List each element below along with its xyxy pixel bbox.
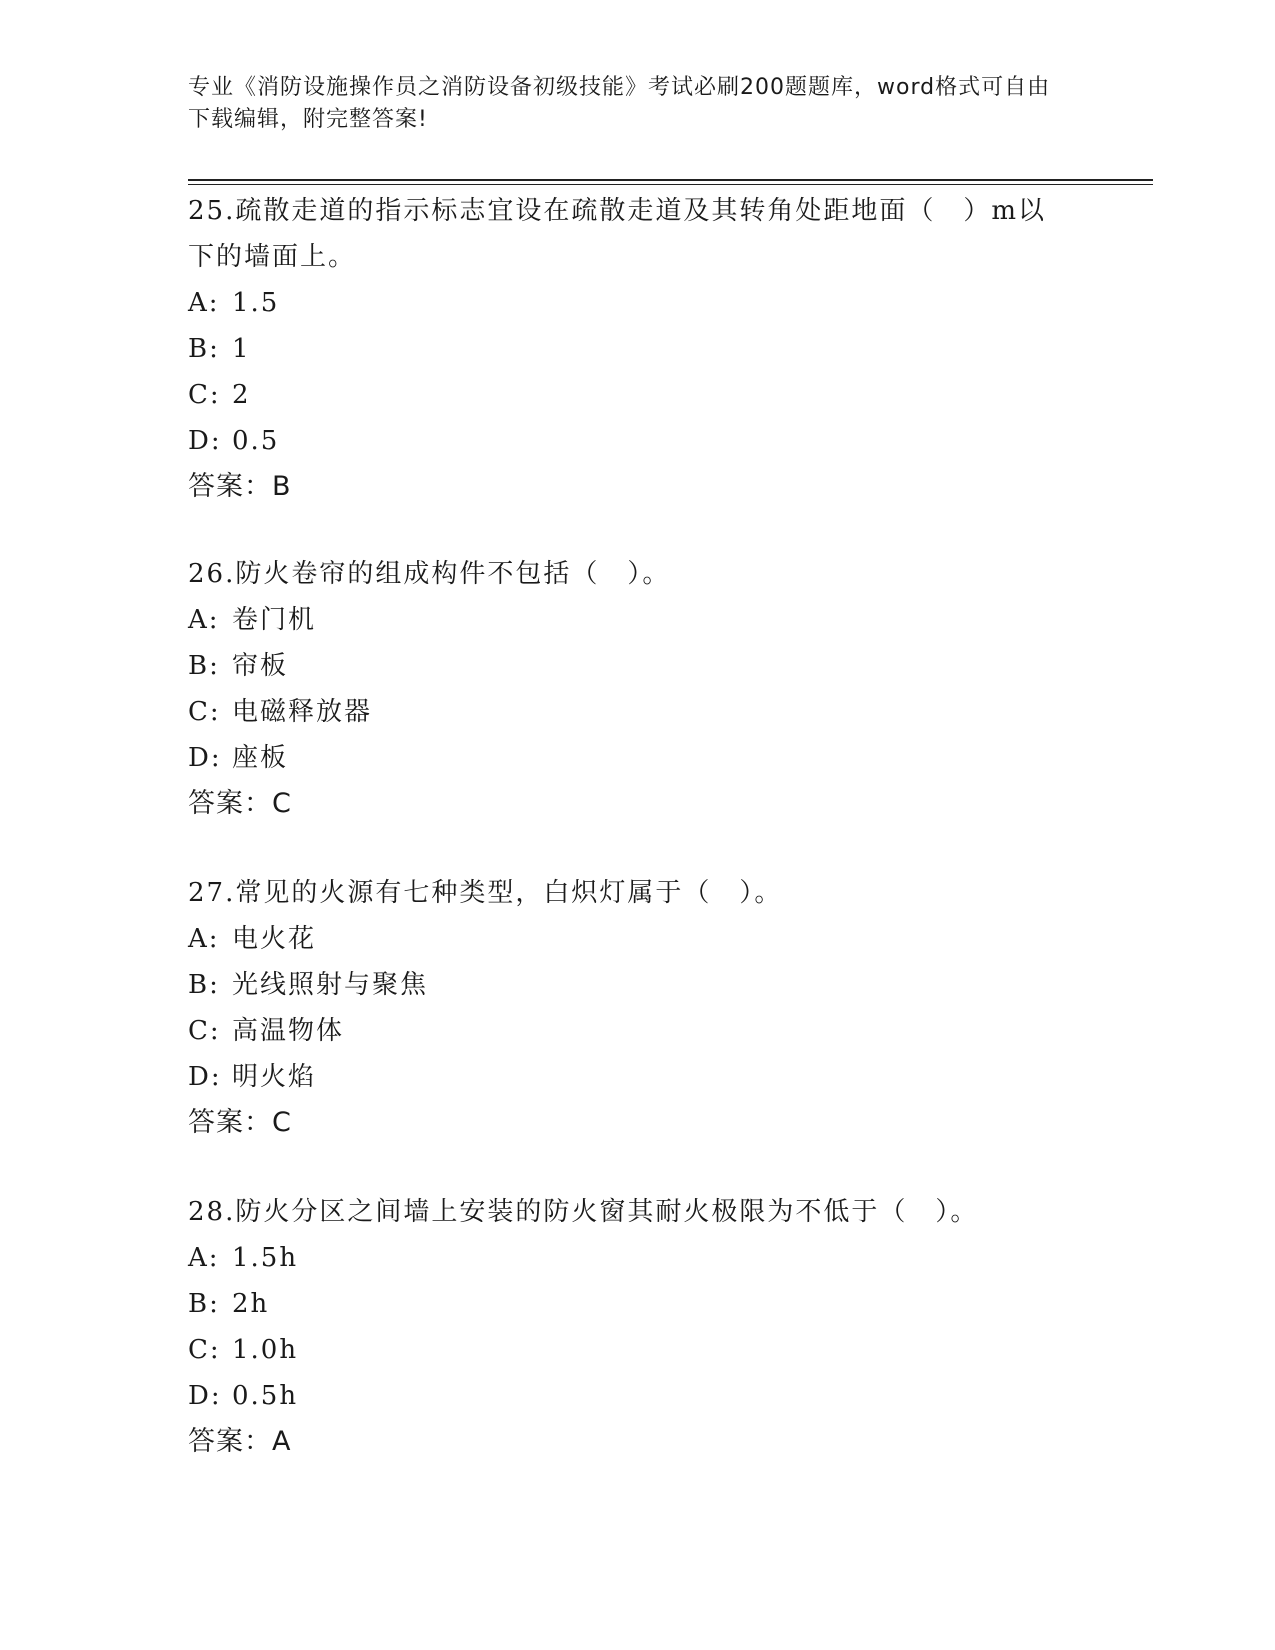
option-text: 电火花 bbox=[232, 924, 317, 954]
option-d bbox=[188, 1054, 1068, 1100]
question-stem: 28.防火分区之间墙上安装的防火窗其耐火极限为不低于（ ）。 bbox=[188, 1197, 979, 1227]
question-26 bbox=[188, 551, 1068, 827]
option-d bbox=[188, 1373, 1068, 1419]
option-a bbox=[188, 280, 1068, 326]
document-header: 专业《消防设施操作员之消防设备初级技能》考试必刷200题题库，word格式可自由下载编辑，附完整答案! bbox=[188, 75, 1051, 132]
answer-line: 答案：B bbox=[188, 471, 292, 502]
option-key: A: bbox=[188, 924, 220, 954]
answer-line: 答案：C bbox=[188, 788, 292, 819]
option-key: C: bbox=[188, 697, 221, 727]
option-c bbox=[188, 1327, 1068, 1373]
option-a bbox=[188, 916, 1068, 962]
option-a bbox=[188, 1235, 1068, 1281]
option-text: 明火焰 bbox=[232, 1062, 317, 1092]
option-text: 1.5h bbox=[232, 1243, 299, 1273]
question-27 bbox=[188, 870, 1068, 1146]
option-text: 卷门机 bbox=[232, 605, 317, 635]
option-text: 2h bbox=[232, 1289, 270, 1319]
option-key: D: bbox=[188, 426, 222, 456]
option-c bbox=[188, 372, 1068, 418]
option-key: D: bbox=[188, 743, 222, 773]
question-stem: 27.常见的火源有七种类型，白炽灯属于（ ）。 bbox=[188, 878, 783, 908]
option-text: 1 bbox=[232, 334, 251, 364]
option-c bbox=[188, 1008, 1068, 1054]
option-key: A: bbox=[188, 288, 220, 318]
option-key: B: bbox=[188, 1289, 220, 1319]
header-divider-thick bbox=[188, 179, 1153, 181]
option-text: 高温物体 bbox=[232, 1016, 345, 1046]
option-b bbox=[188, 643, 1068, 689]
option-d bbox=[188, 418, 1068, 464]
option-text: 光线照射与聚焦 bbox=[232, 970, 429, 1000]
option-text: 座板 bbox=[232, 743, 289, 773]
option-d bbox=[188, 735, 1068, 781]
option-key: B: bbox=[188, 651, 220, 681]
answer-line: 答案：A bbox=[188, 1426, 292, 1457]
option-key: C: bbox=[188, 1016, 221, 1046]
option-key: C: bbox=[188, 1335, 221, 1365]
option-key: B: bbox=[188, 334, 220, 364]
option-b bbox=[188, 962, 1068, 1008]
option-key: D: bbox=[188, 1062, 222, 1092]
option-text: 电磁释放器 bbox=[232, 697, 373, 727]
option-b bbox=[188, 326, 1068, 372]
option-text: 0.5h bbox=[232, 1381, 299, 1411]
option-key: D: bbox=[188, 1381, 222, 1411]
option-c bbox=[188, 689, 1068, 735]
header-divider-thin bbox=[188, 184, 1153, 185]
option-text: 1.0h bbox=[232, 1335, 299, 1365]
option-text: 帘板 bbox=[232, 651, 289, 681]
question-stem: 25.疏散走道的指示标志宜设在疏散走道及其转角处距地面（ ）m以下的墙面上。 bbox=[188, 196, 1047, 272]
answer-line: 答案：C bbox=[188, 1107, 292, 1138]
option-key: C: bbox=[188, 380, 221, 410]
option-key: B: bbox=[188, 970, 220, 1000]
question-stem: 26.防火卷帘的组成构件不包括（ ）。 bbox=[188, 559, 671, 589]
option-b bbox=[188, 1281, 1068, 1327]
option-text: 0.5 bbox=[232, 426, 280, 456]
option-key: A: bbox=[188, 605, 220, 635]
option-text: 1.5 bbox=[232, 288, 280, 318]
option-a bbox=[188, 597, 1068, 643]
question-25 bbox=[188, 188, 1068, 510]
option-key: A: bbox=[188, 1243, 220, 1273]
question-28 bbox=[188, 1189, 1068, 1465]
option-text: 2 bbox=[232, 380, 251, 410]
